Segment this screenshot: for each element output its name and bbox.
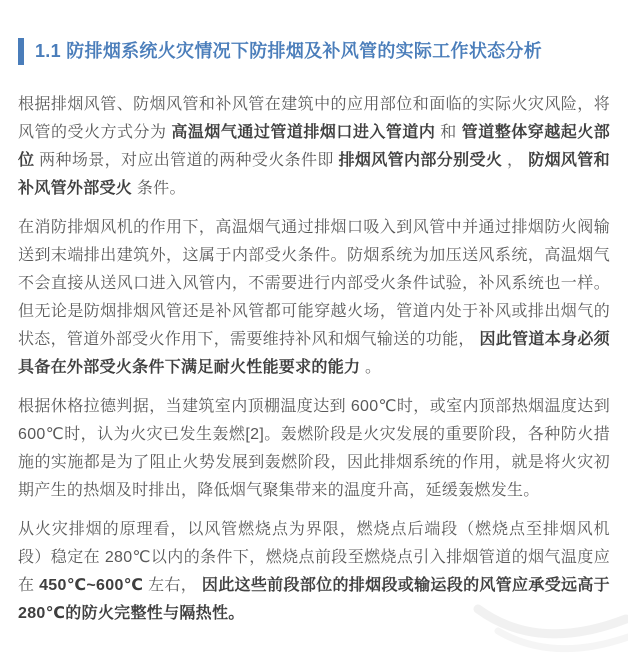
text-run: 。 [360,359,382,376]
article-body [18,91,610,628]
text-run: 根据排烟风管、防烟风管和补风管在建筑中的应用部位和面临的实际火灾风险，将风管的受火方式分为 [18,96,610,141]
section-heading [18,38,610,65]
bold-text-run: 高温烟气通过管道排烟口进入管道内 [171,124,436,141]
bold-text-run: 排烟风管内部分别受火 [338,152,503,169]
text-run: 根据休格拉德判据，当建筑室内顶棚温度达到 600℃时，或室内顶部热烟温度达到 600℃时，认为火灾已发生轰燃[2]。轰燃阶段是火灾发展的重要阶段，各种防火措施的实施都是为了阻止火势发展到轰燃阶段，因此排烟系统的作用，就是将火灾初期产生的热烟及时排出，降低烟气聚集带来的温度升高，延缓轰燃发生。 [18,398,610,499]
bold-text-run: 因此这些前段部位的排烟段或输运段的风管应承受远高于280℃的防火完整性与隔热性。 [18,577,610,622]
text-run: 两种场景，对应出管道的两种受火条件即 [34,152,339,169]
text-run: 从火灾排烟的原理看，以风管燃烧点为界限，燃烧点后端段（燃烧点至排烟风机段）稳定在 280℃以内的条件下，燃烧点前段至燃烧点引入排烟管道的烟气温度应在 [18,521,610,594]
paragraph [18,393,610,505]
text-run: 条件。 [132,180,186,197]
bold-text-run: 450℃~600℃ [39,577,144,594]
bold-text-run: 因此管道本身必须具备在外部受火条件下满足耐火性能要求的能力 [18,331,610,376]
text-run: 在消防排烟风机的作用下，高温烟气通过排烟口吸入到风管中并通过排烟防火阀输送到末端排出建筑外，这属于内部受火条件。防烟系统为加压送风系统，高温烟气不会直接从送风口进入风管内，不需要进行内部受火条件试验，补风系统也一样。但无论是防烟排烟风管还是补风管都可能穿越火场，管道内处于补风或排出烟气的状态，管道外部受火作用下，需要维持补风和烟气输送的功能， [18,219,610,348]
text-run: 和 [435,124,462,141]
text-run: 左右， [143,577,202,594]
bold-text-run: 管道整体穿越起火部位 [18,124,610,169]
heading-accent-bar [18,38,24,65]
text-run: ， [502,152,529,169]
bold-text-run: 防烟风管和补风管外部受火 [18,152,610,197]
section-heading-text: 1.1 防排烟系统火灾情况下防排烟及补风管的实际工作状态分析 [35,41,543,61]
paragraph [18,214,610,382]
paragraph [18,91,610,203]
paragraph [18,516,610,628]
